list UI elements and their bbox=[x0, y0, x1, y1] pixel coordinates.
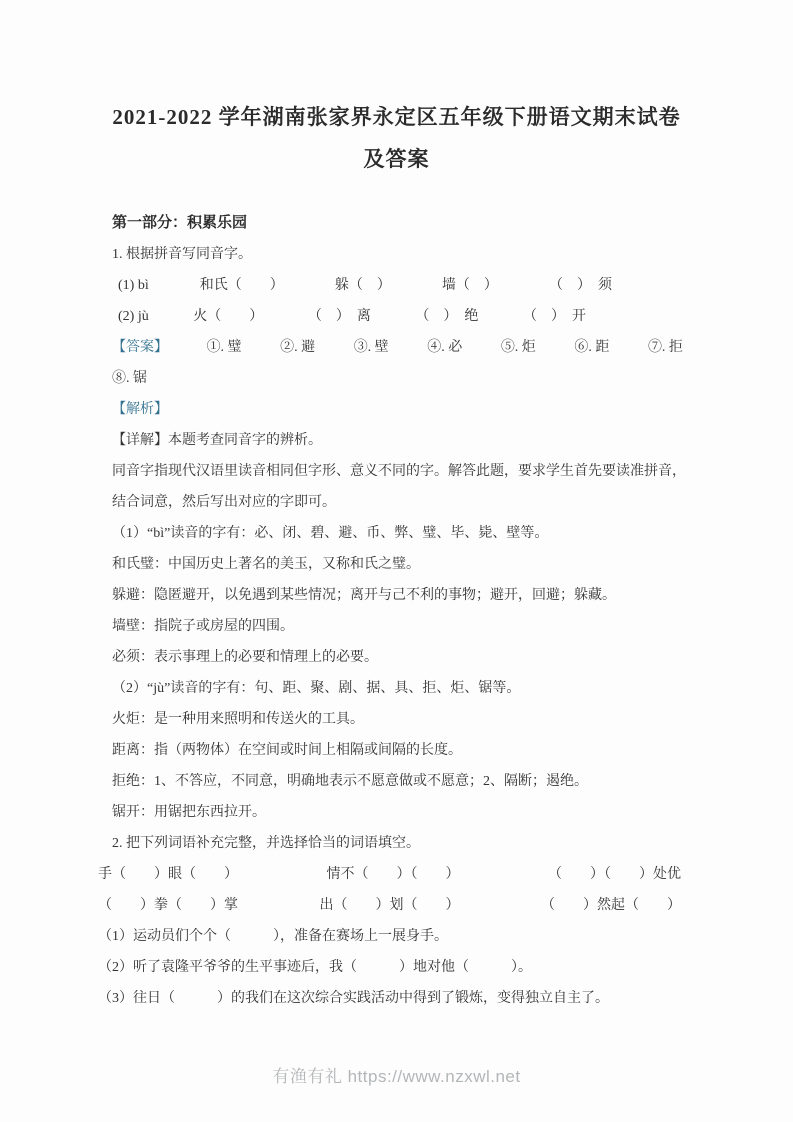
answer-item: ④. 必 bbox=[427, 340, 463, 355]
question2-sub2: （2）听了袁隆平爷爷的生平事迹后，我（ ）地对他（ ）。 bbox=[98, 960, 532, 975]
answer-item: ①. 璧 bbox=[206, 340, 242, 355]
answer-item: ⑦. 拒 bbox=[647, 340, 683, 355]
fill-blank: （ ） 开 bbox=[522, 309, 586, 324]
answer-item: ⑥. 距 bbox=[574, 340, 610, 355]
fill-blank: 火（ ） bbox=[193, 309, 264, 324]
detail-line: 距离：指（两物体）在空间或时间上相隔或间隔的长度。 bbox=[112, 743, 462, 758]
detail-line: 和氏璧：中国历史上著名的美玉，又称和氏之璧。 bbox=[112, 557, 420, 572]
section-heading: 第一部分：积累乐园 bbox=[112, 215, 248, 231]
document-title-line2: 及答案 bbox=[363, 147, 430, 171]
fill-blank: 墙（ ） bbox=[441, 278, 498, 293]
question1-answer-row bbox=[98, 332, 683, 363]
idiom-blank: 手（ ）眼（ ） bbox=[98, 867, 238, 882]
question2-stem: 2. 把下列词语补充完整，并选择恰当的词语填空。 bbox=[112, 836, 420, 851]
question2-sub3: （3）往日（ ）的我们在这次综合实践活动中得到了锻炼，变得独立自主了。 bbox=[98, 991, 609, 1006]
fill-blank: （ ） 绝 bbox=[415, 309, 479, 324]
detail-line: 必须：表示事理上的必要和情理上的必要。 bbox=[112, 650, 378, 665]
detail-line: 同音字指现代汉语里读音相同但字形、意义不同的字。解答此题，要求学生首先要读准拼音， bbox=[112, 464, 686, 479]
question1-fill-row2 bbox=[98, 301, 586, 332]
document-title-line1: 2021-2022 学年湖南张家界永定区五年级下册语文期末试卷 bbox=[112, 105, 681, 129]
detail-line: 躲避：隐匿避开，以免遇到某些情况；离开与己不利的事物；避开，回避；躲藏。 bbox=[112, 588, 616, 603]
answer-item: ②. 避 bbox=[280, 340, 316, 355]
question2-fill-row1 bbox=[98, 859, 681, 890]
question1-fill-row1 bbox=[98, 270, 612, 301]
pinyin-label-bi: (1) bì bbox=[118, 278, 149, 293]
detail-intro: 【详解】本题考查同音字的辨析。 bbox=[112, 433, 322, 448]
document-title bbox=[0, 96, 793, 180]
question2-sub1: （1）运动员们个个（ ），准备在赛场上一展身手。 bbox=[98, 929, 448, 944]
detail-line: 拒绝：1、不答应，不同意，明确地表示不愿意做或不愿意；2、隔断；遏绝。 bbox=[112, 774, 588, 789]
detail-line: 锯开：用锯把东西拉开。 bbox=[112, 805, 266, 820]
fill-blank: （ ） 离 bbox=[307, 309, 371, 324]
detail-line: （2）“jù”读音的字有：句、距、聚、剧、据、具、拒、炬、锯等。 bbox=[112, 681, 521, 696]
answer-item: ⑤. 炬 bbox=[500, 340, 536, 355]
fill-blank: （ ） 须 bbox=[548, 278, 612, 293]
fill-blank: 和氏（ ） bbox=[199, 278, 284, 293]
watermark-footer: 有渔有礼 https://www.nzxwl.net bbox=[272, 1067, 521, 1086]
detail-line: 墙壁：指院子或房屋的四围。 bbox=[112, 619, 294, 634]
idiom-blank: 情不（ ）（ ） bbox=[326, 867, 460, 882]
detail-line: 火炬：是一种用来照明和传送火的工具。 bbox=[112, 712, 364, 727]
idiom-blank: （ ）（ ）处优 bbox=[548, 867, 681, 882]
analysis-label: 【解析】 bbox=[112, 402, 168, 417]
answer-item: ③. 壁 bbox=[353, 340, 389, 355]
question1-stem: 1. 根据拼音写同音字。 bbox=[112, 247, 252, 262]
question2-fill-row2 bbox=[98, 890, 681, 921]
document-body bbox=[98, 208, 693, 1014]
answer-label: 【答案】 bbox=[112, 340, 168, 355]
idiom-blank: （ ）拳（ ）掌 bbox=[98, 898, 238, 913]
detail-line: 结合词意，然后写出对应的字即可。 bbox=[112, 495, 336, 510]
pinyin-label-ju: (2) jù bbox=[118, 309, 149, 324]
idiom-blank: （ ）然起（ ） bbox=[541, 898, 681, 913]
answer-item-overflow: ⑧. 锯 bbox=[112, 371, 147, 386]
fill-blank: 躲（ ） bbox=[334, 278, 391, 293]
detail-line: （1）“bì”读音的字有：必、闭、碧、避、币、弊、璧、毕、毙、壁等。 bbox=[112, 526, 549, 541]
idiom-blank: 出（ ）划（ ） bbox=[319, 898, 460, 913]
